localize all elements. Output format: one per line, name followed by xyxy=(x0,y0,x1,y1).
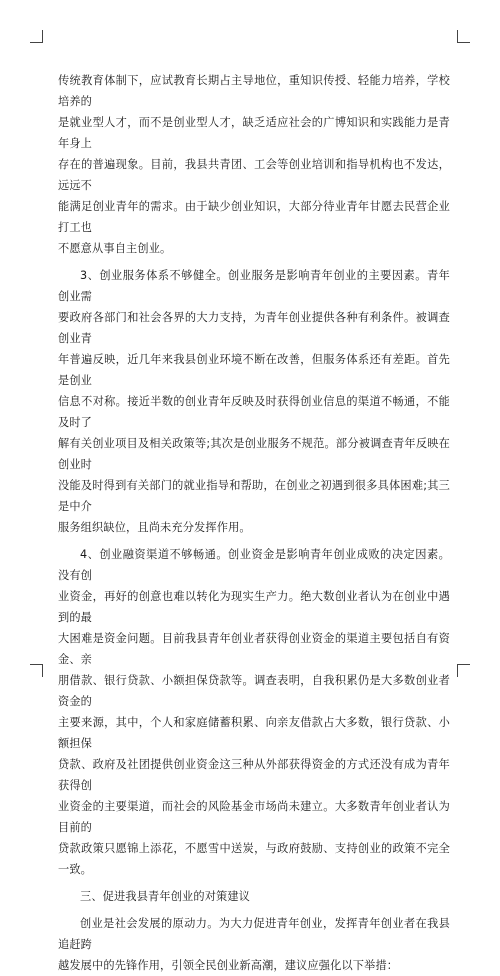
text-line: 3、创业服务体系不够健全。创业服务是影响青年创业的主要因素。青年创业需 xyxy=(58,269,450,303)
text-line: 业资金的主要渠道，而社会的风险基金市场尚未建立。大多数青年创业者认为目前的 xyxy=(58,800,450,834)
paragraph xyxy=(58,70,450,259)
paragraph xyxy=(58,544,450,880)
crop-mark-top-left xyxy=(30,30,43,43)
text-line: 要政府各部门和社会各界的大力支持，为青年创业提供各种有利条件。被调查创业青 xyxy=(58,311,450,345)
crop-mark-bottom-left xyxy=(30,664,43,677)
text-line: 越发展中的先锋作用，引领全民创业新高潮，建议应强化以下举措： xyxy=(58,959,399,972)
text-line: 贷款、政府及社团提供创业资金这三种从外部获得资金的方式还没有成为青年获得创 xyxy=(58,758,450,792)
text-line: 创业是社会发展的原动力。为大力促进青年创业，发挥青年创业者在我县追赶跨 xyxy=(58,917,450,951)
text-line: 三、促进我县青年创业的对策建议 xyxy=(80,890,251,903)
text-line: 传统教育体制下，应试教育长期占主导地位，重知识传授、轻能力培养，学校培养的 xyxy=(58,74,450,108)
text-line: 是就业型人才，而不是创业型人才，缺乏适应社会的广博知识和实践能力是青年身上 xyxy=(58,116,450,150)
text-line: 4、创业融资渠道不够畅通。创业资金是影响青年创业成败的决定因素。没有创 xyxy=(58,548,450,582)
text-line: 能满足创业青年的需求。由于缺少创业知识，大部分待业青年甘愿去民营企业打工也 xyxy=(58,200,450,234)
text-line: 大困难是资金问题。目前我县青年创业者获得创业资金的渠道主要包括自有资金、亲 xyxy=(58,632,450,666)
text-line: 朋借款、银行贷款、小额担保贷款等。调查表明，自我积累仍是大多数创业者资金的 xyxy=(58,674,450,708)
text-line: 信息不对称。接近半数的创业青年反映及时获得创业信息的渠道不畅通，不能及时了 xyxy=(58,395,450,429)
crop-mark-bottom-right xyxy=(457,664,470,677)
text-line: 年普遍反映，近几年来我县创业环境不断在改善，但服务体系还有差距。首先是创业 xyxy=(58,353,450,387)
document-body xyxy=(58,70,450,976)
text-line: 主要来源，其中，个人和家庭储蓄积累、向亲友借款占大多数，银行贷款、小额担保 xyxy=(58,716,450,750)
text-line: 服务组织缺位，且尚未充分发挥作用。 xyxy=(58,521,251,534)
text-line: 解有关创业项目及相关政策等;其次是创业服务不规范。部分被调查青年反映在创业时 xyxy=(58,437,450,471)
paragraph xyxy=(58,886,450,907)
paragraph xyxy=(58,913,450,976)
text-line: 贷款政策只愿锦上添花，不愿雪中送炭，与政府鼓励、支持创业的政策不完全一致。 xyxy=(58,842,450,876)
text-line: 存在的普遍现象。目前，我县共青团、工会等创业培训和指导机构也不发达，远远不 xyxy=(58,158,450,192)
crop-mark-top-right xyxy=(457,30,470,43)
paragraph xyxy=(58,265,450,538)
text-line: 没能及时得到有关部门的就业指导和帮助，在创业之初遇到很多具体困难;其三是中介 xyxy=(58,479,450,513)
text-line: 不愿意从事自主创业。 xyxy=(58,242,172,255)
text-line: 业资金，再好的创意也难以转化为现实生产力。绝大数创业者认为在创业中遇到的最 xyxy=(58,590,450,624)
